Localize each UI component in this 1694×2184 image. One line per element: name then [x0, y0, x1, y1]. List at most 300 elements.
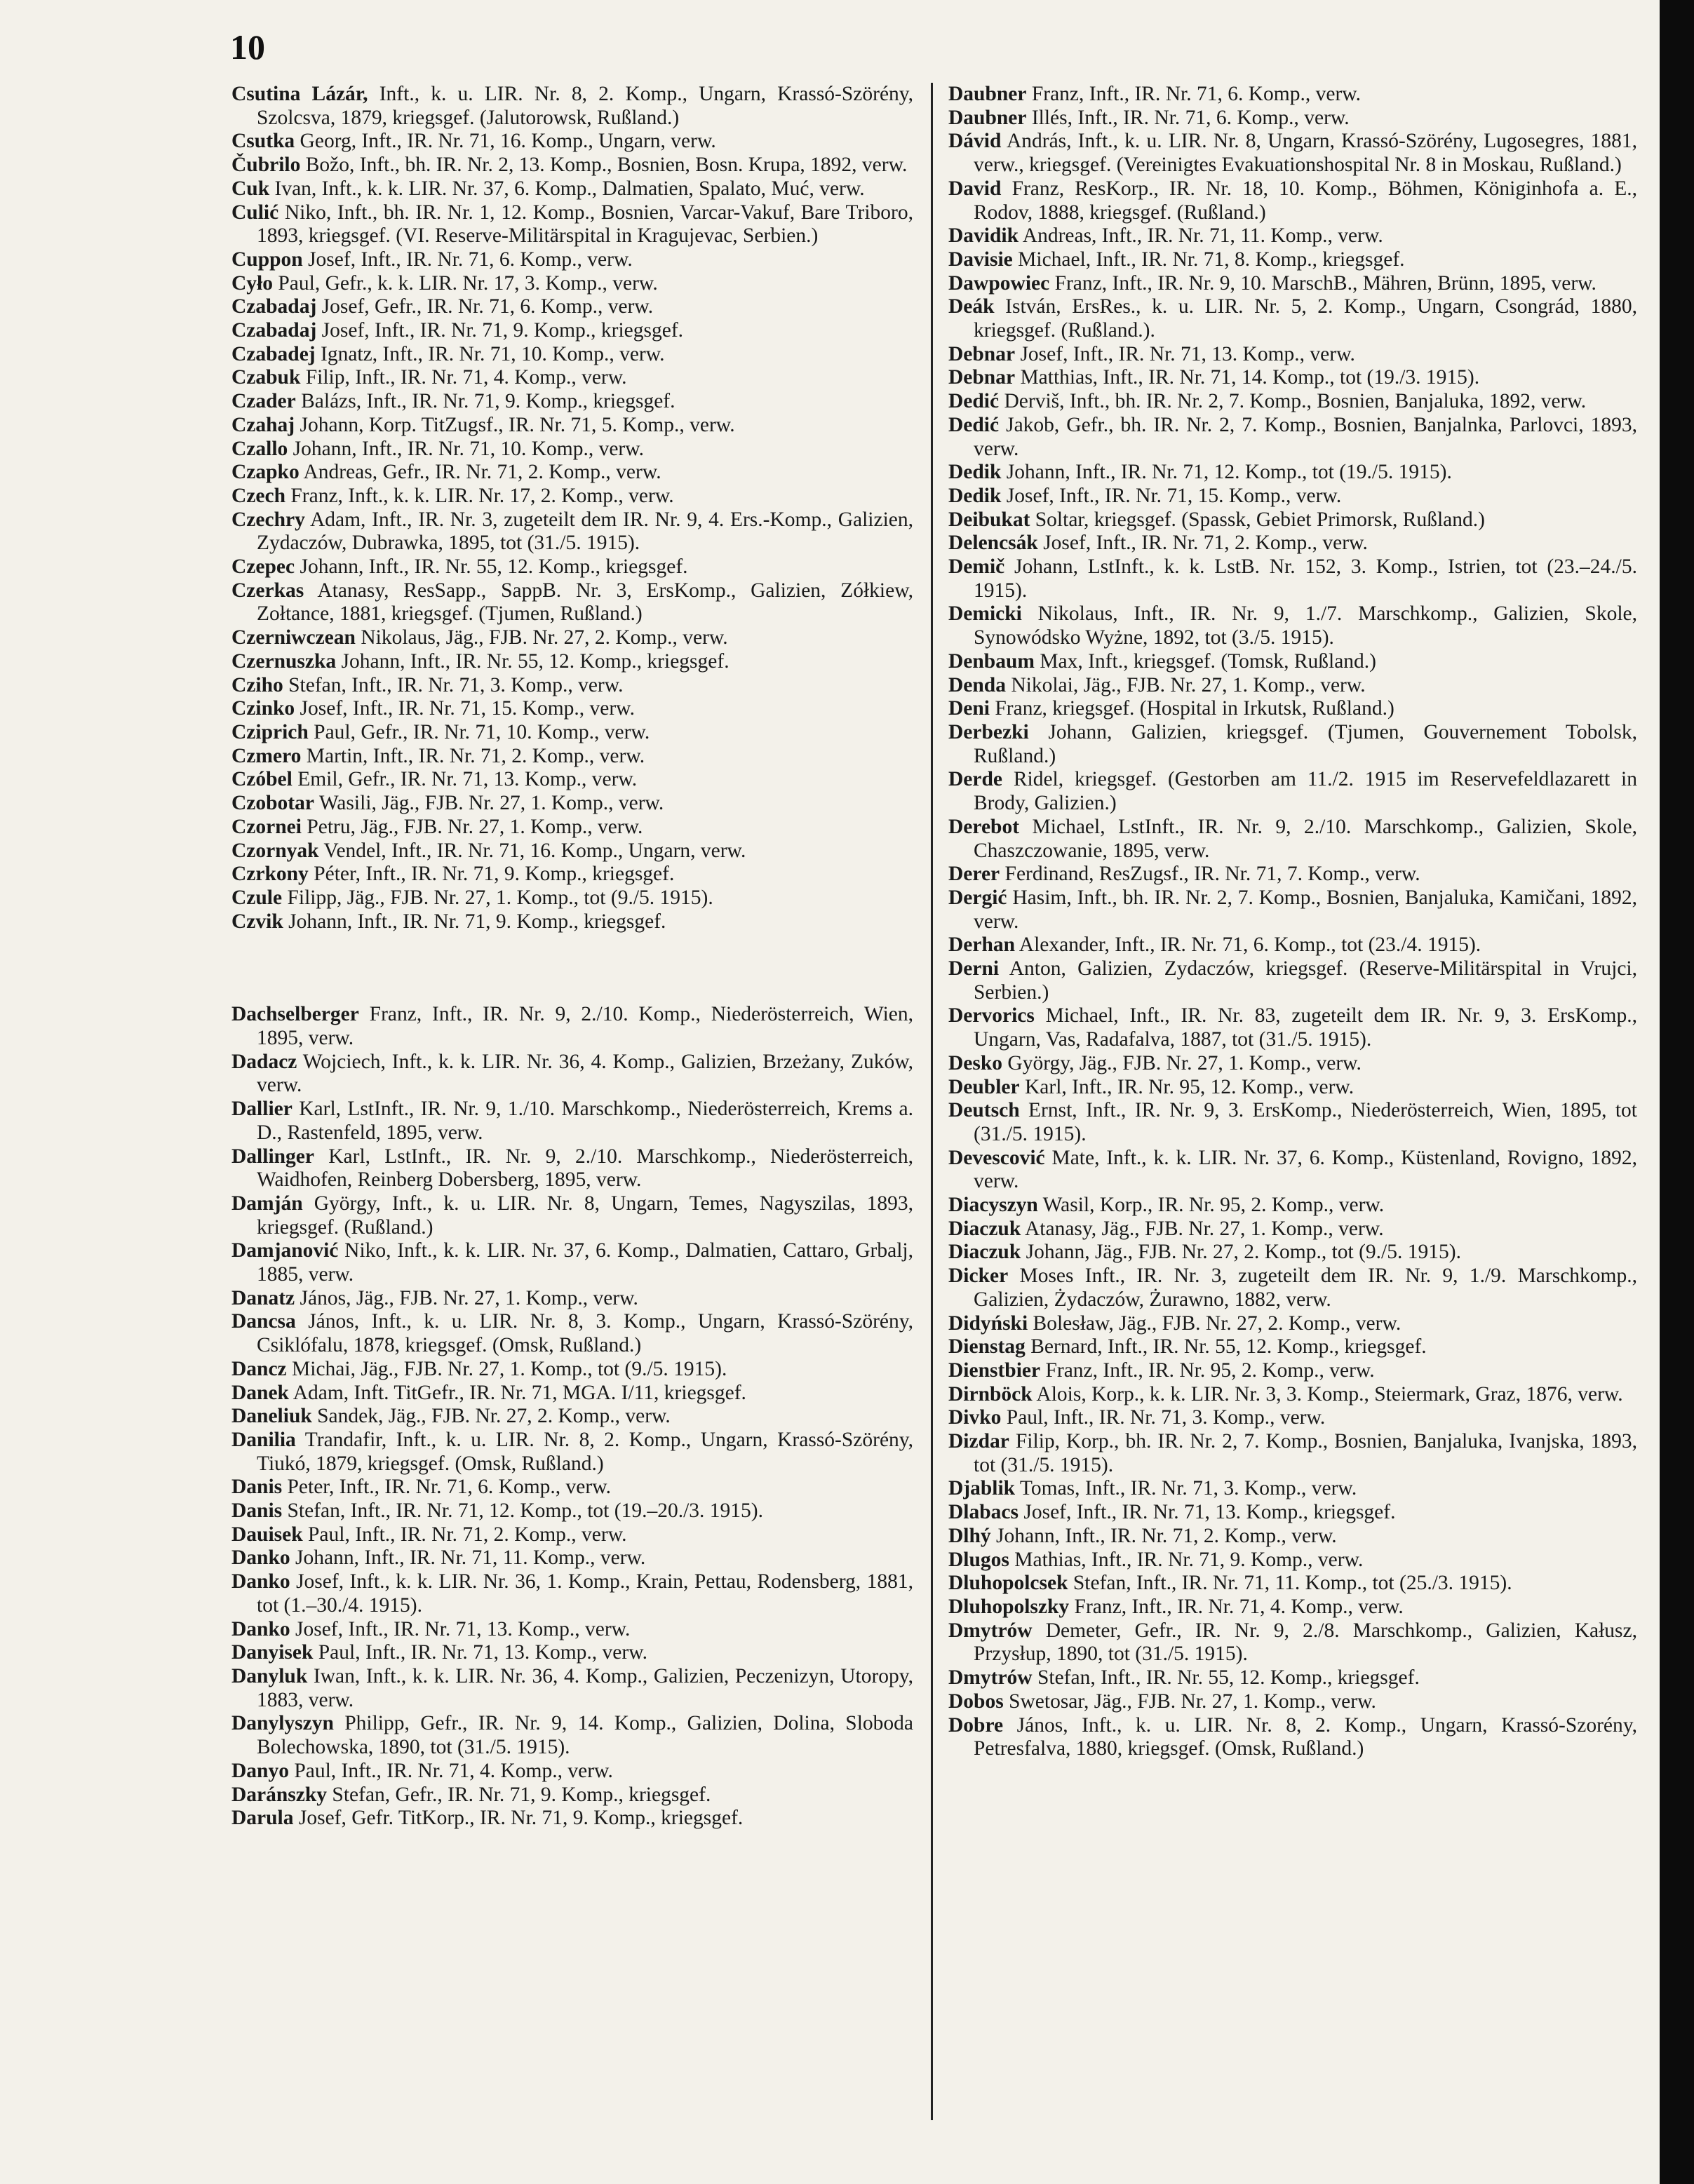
entry-surname: Dergić	[948, 886, 1007, 909]
entry-surname: Deák	[948, 295, 995, 318]
entry-surname: Czvik	[231, 910, 283, 933]
entry-details: Hasim, Inft., bh. IR. Nr. 2, 7. Komp., Bosnien, Banjaluka, Kamičani, 1892, verw.	[974, 886, 1637, 933]
entry-details: János, Jäg., FJB. Nr. 27, 1. Komp., verw.	[295, 1286, 638, 1309]
entry-surname: Diaczuk	[948, 1241, 1021, 1264]
entry-surname: Didyński	[948, 1312, 1028, 1335]
list-item	[948, 1549, 1637, 1572]
entry-surname: Daneliuk	[231, 1405, 312, 1428]
entry-surname: Dedik	[948, 461, 1002, 484]
list-item	[231, 1098, 913, 1145]
list-item	[231, 1310, 913, 1357]
entry-details: Peter, Inft., IR. Nr. 71, 6. Komp., verw.	[282, 1476, 611, 1499]
entry-surname: Czabadaj	[231, 319, 317, 342]
entry-surname: Deni	[948, 697, 990, 720]
list-item	[231, 83, 913, 130]
list-item	[231, 319, 913, 343]
entry-surname: Derer	[948, 863, 1000, 886]
list-item	[231, 697, 913, 721]
list-item	[948, 721, 1637, 768]
entry-surname: Czobotar	[231, 792, 314, 815]
list-item	[948, 768, 1637, 815]
list-item	[948, 248, 1637, 272]
entry-details: Franz, Inft., IR. Nr. 95, 2. Komp., verw.	[1040, 1359, 1375, 1382]
list-item	[231, 1641, 913, 1665]
entry-details: Johann, Inft., IR. Nr. 71, 9. Komp., kriegsgef.	[283, 910, 666, 933]
entry-details: Paul, Gefr., IR. Nr. 71, 10. Komp., verw.	[308, 720, 650, 743]
entry-surname: Davidik	[948, 224, 1019, 248]
list-item	[231, 1287, 913, 1311]
list-item	[231, 792, 913, 816]
entry-details: Paul, Inft., IR. Nr. 71, 3. Komp., verw.	[1001, 1406, 1326, 1429]
list-item	[231, 1239, 913, 1286]
list-item	[948, 863, 1637, 887]
list-item	[948, 532, 1637, 555]
entry-details: Bolesław, Jäg., FJB. Nr. 27, 2. Komp., verw.	[1028, 1312, 1401, 1335]
list-item	[231, 1546, 913, 1570]
entry-details: György, Jäg., FJB. Nr. 27, 1. Komp., verw.	[1002, 1051, 1362, 1074]
right-column	[948, 83, 1637, 1761]
entry-surname: Czech	[231, 484, 285, 507]
entry-surname: Csutina Lázár,	[231, 83, 368, 105]
list-item	[948, 1265, 1637, 1312]
entry-surname: Derni	[948, 957, 1000, 980]
entry-surname: Czerkas	[231, 579, 304, 602]
entry-details: Matthias, Inft., IR. Nr. 71, 14. Komp., tot (19./3. 1915).	[1015, 366, 1480, 389]
list-item	[948, 295, 1637, 342]
entry-surname: Dluhopolszky	[948, 1596, 1070, 1618]
page-number: 10	[230, 27, 265, 67]
entry-surname: Delencsák	[948, 532, 1038, 555]
entry-surname: Derde	[948, 768, 1002, 791]
list-item	[231, 910, 913, 934]
entry-details: Paul, Gefr., k. k. LIR. Nr. 17, 3. Komp., verw.	[273, 271, 658, 295]
list-item	[231, 1145, 913, 1192]
entry-details: Johann, Inft., IR. Nr. 71, 12. Komp., tot (19./5. 1915).	[1001, 461, 1452, 484]
entry-surname: Dawpowiec	[948, 271, 1050, 295]
entry-surname: David	[948, 177, 1002, 200]
entry-details: Karl, LstInft., IR. Nr. 9, 2./10. Marschkomp., Niederösterreich, Waidhofen, Reinberg Dobersberg, 1895, verw.	[257, 1145, 913, 1192]
entry-details: Niko, Inft., bh. IR. Nr. 1, 12. Komp., Bosnien, Varcar-Vakuf, Bare Triboro, 1893, kriegsgef. (VI. Reserve-Militärspital in Kragujevac, Serbien.)	[257, 201, 913, 248]
entry-surname: Dmytrów	[948, 1666, 1033, 1690]
entry-details: Philipp, Gefr., IR. Nr. 9, 14. Komp., Galizien, Dolina, Sloboda Bolechowska, 1890, tot (31./5. 1915).	[257, 1712, 913, 1759]
list-item	[948, 1241, 1637, 1265]
entry-surname: Czapko	[231, 461, 300, 484]
list-item	[948, 414, 1637, 461]
entry-details: Johann, Inft., IR. Nr. 71, 11. Komp., verw.	[290, 1546, 646, 1570]
entry-surname: Czmero	[231, 744, 302, 767]
list-item	[948, 674, 1637, 698]
entry-surname: Dobre	[948, 1713, 1004, 1737]
list-item	[948, 1147, 1637, 1194]
entry-details: Johann, Korp. TitZugsf., IR. Nr. 71, 5. Komp., verw.	[295, 413, 735, 436]
entry-details: Atanasy, ResSapp., SappB. Nr. 3, ErsKomp., Galizien, Zółkiew, Zołtance, 1881, kriegsgef. (Tjumen, Rußland.)	[257, 579, 913, 626]
entry-surname: Dallier	[231, 1098, 293, 1121]
entry-surname: Daránszky	[231, 1783, 328, 1806]
entry-surname: Derbezki	[948, 720, 1029, 743]
list-item	[948, 1359, 1637, 1383]
entry-details: Alexander, Inft., IR. Nr. 71, 6. Komp., tot (23./4. 1915).	[1015, 933, 1481, 957]
entry-details: Wasil, Korp., IR. Nr. 95, 2. Komp., verw.	[1037, 1194, 1385, 1217]
list-item	[231, 1382, 913, 1406]
list-item	[948, 1525, 1637, 1549]
entry-details: Inft., k. u. LIR. Nr. 8, 2. Komp., Ungarn, Krassó-Szörény, Szolcsva, 1879, kriegsgef. (Jalutorowsk, Rußland.)	[257, 83, 913, 129]
entry-details: Josef, Inft., k. k. LIR. Nr. 36, 1. Komp., Krain, Pettau, Rodensberg, 1881, tot (1.–30./4. 1915).	[257, 1570, 913, 1617]
entry-surname: Danyluk	[231, 1665, 308, 1687]
list-item	[231, 1760, 913, 1784]
list-item	[231, 555, 913, 579]
entry-details: Johann, Inft., IR. Nr. 71, 10. Komp., verw.	[288, 437, 645, 460]
entry-details: Josef, Inft., IR. Nr. 71, 15. Komp., verw.	[1001, 484, 1342, 507]
entry-surname: Czabadej	[231, 342, 316, 365]
entry-surname: Darula	[231, 1807, 294, 1830]
entry-details: Petru, Jäg., FJB. Nr. 27, 1. Komp., verw.	[301, 815, 643, 838]
list-item	[231, 1476, 913, 1499]
list-item	[231, 745, 913, 769]
list-item	[948, 1690, 1637, 1714]
entry-details: Josef, Inft., IR. Nr. 71, 13. Komp., verw.	[290, 1617, 631, 1640]
entry-details: Johann, Inft., IR. Nr. 71, 2. Komp., verw.	[990, 1524, 1337, 1547]
entry-details: Iwan, Inft., k. k. LIR. Nr. 36, 4. Komp., Galizien, Peczenizyn, Utoropy, 1883, verw.	[257, 1665, 913, 1711]
entry-details: Atanasy, Jäg., FJB. Nr. 27, 1. Komp., verw.	[1021, 1217, 1384, 1240]
entry-details: Johann, Inft., IR. Nr. 55, 12. Komp., kriegsgef.	[336, 649, 730, 673]
list-item	[948, 366, 1637, 390]
entry-details: Stefan, Inft., IR. Nr. 71, 12. Komp., tot (19.–20./3. 1915).	[282, 1499, 763, 1523]
entry-surname: Debnar	[948, 366, 1016, 389]
entry-surname: Damján	[231, 1192, 303, 1215]
entry-details: Josef, Inft., IR. Nr. 71, 9. Komp., kriegsgef.	[316, 319, 684, 342]
list-item	[231, 508, 913, 555]
entry-surname: Deubler	[948, 1075, 1020, 1098]
list-item	[231, 295, 913, 319]
list-item	[948, 697, 1637, 721]
entry-surname: Dlhý	[948, 1524, 991, 1547]
list-item	[231, 438, 913, 461]
list-item	[231, 1570, 913, 1617]
entry-surname: Czabadaj	[231, 295, 317, 318]
entry-surname: Daubner	[948, 83, 1027, 105]
list-item	[948, 1335, 1637, 1359]
list-item	[948, 1666, 1637, 1690]
entry-surname: Dervorics	[948, 1004, 1035, 1027]
entry-surname: Dienstbier	[948, 1359, 1041, 1382]
entry-surname: Dancsa	[231, 1310, 296, 1333]
list-item	[231, 201, 913, 248]
entry-details: Niko, Inft., k. k. LIR. Nr. 37, 6. Komp., Dalmatien, Cattaro, Grbalj, 1885, verw.	[257, 1239, 913, 1286]
entry-details: Ivan, Inft., k. k. LIR. Nr. 37, 6. Komp., Dalmatien, Spalato, Muć, verw.	[269, 177, 865, 200]
entry-surname: Dedić	[948, 413, 1000, 436]
entry-surname: Damjanović	[231, 1239, 339, 1262]
entry-details: Franz, Inft., IR. Nr. 71, 6. Komp., verw.	[1026, 83, 1362, 105]
entry-surname: Demicki	[948, 602, 1022, 626]
list-item	[231, 1429, 913, 1476]
list-item	[231, 1192, 913, 1239]
entry-details: Josef, Inft., IR. Nr. 71, 2. Komp., verw.	[1037, 532, 1368, 555]
entry-surname: Cuppon	[231, 248, 303, 271]
entry-details: Bernard, Inft., IR. Nr. 55, 12. Komp., kriegsgef.	[1025, 1335, 1427, 1359]
list-item	[948, 1501, 1637, 1525]
entry-details: Vendel, Inft., IR. Nr. 71, 16. Komp., Ungarn, verw.	[318, 839, 746, 862]
entry-details: Trandafir, Inft., k. u. LIR. Nr. 8, 2. Komp., Ungarn, Krassó-Szörény, Tiukó, 1879, kriegsgef. (Omsk, Rußland.)	[257, 1428, 913, 1475]
list-item	[231, 1405, 913, 1429]
entry-surname: Danis	[231, 1499, 283, 1523]
list-item	[948, 1619, 1637, 1666]
entry-surname: Deutsch	[948, 1099, 1020, 1122]
entry-surname: Czahaj	[231, 413, 295, 436]
entry-surname: Devescović	[948, 1146, 1045, 1169]
list-item	[948, 1076, 1637, 1100]
entry-surname: Dedik	[948, 484, 1002, 507]
list-item	[948, 1572, 1637, 1596]
list-item	[231, 485, 913, 508]
entry-surname: Dancz	[231, 1357, 287, 1380]
entry-details: Božo, Inft., bh. IR. Nr. 2, 13. Komp., Bosnien, Bosn. Krupa, 1892, verw.	[300, 154, 908, 177]
entry-surname: Czule	[231, 886, 283, 909]
entry-details: Moses Inft., IR. Nr. 3, zugeteilt dem IR. Nr. 9, 1./9. Marschkomp., Galizien, Żydaczów, Żurawno, 1882, verw.	[974, 1265, 1637, 1311]
entry-details: Stefan, Inft., IR. Nr. 55, 12. Komp., kriegsgef.	[1032, 1666, 1420, 1690]
entry-surname: Czóbel	[231, 768, 293, 791]
entry-details: Mate, Inft., k. k. LIR. Nr. 37, 6. Komp., Küstenland, Rovigno, 1892, verw.	[974, 1146, 1637, 1193]
entry-surname: Dallinger	[231, 1145, 314, 1168]
list-item	[231, 1499, 913, 1523]
entry-surname: Danilia	[231, 1428, 296, 1451]
entry-surname: Daubner	[948, 106, 1027, 129]
entry-surname: Deibukat	[948, 508, 1030, 531]
entry-details: Franz, kriegsgef. (Hospital in Irkutsk, Rußland.)	[990, 697, 1394, 720]
list-item	[231, 887, 913, 910]
entry-details: János, Inft., k. u. LIR. Nr. 8, 2. Komp., Ungarn, Krassó-Szorény, Petresfalva, 1880, kriegsgef. (Omsk, Rußland.)	[974, 1713, 1637, 1760]
list-item	[231, 721, 913, 745]
entry-details: Stefan, Gefr., IR. Nr. 71, 9. Komp., kriegsgef.	[327, 1783, 711, 1806]
list-item	[231, 1784, 913, 1807]
entry-details: Josef, Gefr., IR. Nr. 71, 6. Komp., verw.	[316, 295, 654, 318]
entry-details: Alois, Korp., k. k. LIR. Nr. 3, 3. Komp., Steiermark, Graz, 1876, verw.	[1032, 1382, 1623, 1406]
list-item	[948, 602, 1637, 649]
list-item	[231, 366, 913, 390]
list-item	[948, 130, 1637, 177]
entry-details: Filipp, Jäg., FJB. Nr. 27, 1. Komp., tot (9./5. 1915).	[282, 886, 713, 909]
list-item	[948, 1406, 1637, 1430]
list-item	[231, 248, 913, 272]
entry-surname: Dedić	[948, 390, 1000, 413]
list-item	[231, 816, 913, 840]
list-item	[948, 650, 1637, 674]
entry-details: Emil, Gefr., IR. Nr. 71, 13. Komp., verw.	[292, 768, 638, 791]
list-item	[948, 343, 1637, 367]
entry-surname: Danko	[231, 1617, 290, 1640]
entry-details: Nikolaus, Jäg., FJB. Nr. 27, 2. Komp., verw.	[355, 626, 728, 649]
entry-details: Johann, LstInft., k. k. LstB. Nr. 152, 3. Komp., Istrien, tot (23.–24./5. 1915).	[974, 555, 1637, 602]
entry-surname: Desko	[948, 1051, 1003, 1074]
entry-details: Ferdinand, ResZugsf., IR. Nr. 71, 7. Komp., verw.	[1000, 863, 1420, 886]
entry-surname: Dirnböck	[948, 1382, 1033, 1406]
list-item	[948, 508, 1637, 532]
entry-details: Johann, Galizien, kriegsgef. (Tjumen, Gouvernement Tobolsk, Rußland.)	[974, 720, 1637, 767]
list-item	[231, 863, 913, 887]
entry-details: Franz, Inft., k. k. LIR. Nr. 17, 2. Komp., verw.	[285, 484, 674, 507]
entry-surname: Davisie	[948, 248, 1013, 271]
list-item	[231, 840, 913, 863]
list-item	[231, 272, 913, 296]
entry-details: Derviš, Inft., bh. IR. Nr. 2, 7. Komp., Bosnien, Banjaluka, 1892, verw.	[999, 390, 1587, 413]
list-item	[948, 390, 1637, 414]
entry-surname: Czrkony	[231, 863, 309, 886]
entry-surname: Czallo	[231, 437, 288, 460]
list-item	[231, 1807, 913, 1831]
list-item	[231, 1665, 913, 1712]
list-item	[948, 1477, 1637, 1501]
column-divider	[931, 83, 933, 2120]
entry-surname: Dachselberger	[231, 1003, 359, 1026]
entry-surname: Cyło	[231, 271, 273, 295]
entry-details: Swetosar, Jäg., FJB. Nr. 27, 1. Komp., verw.	[1003, 1690, 1376, 1713]
entry-details: Stefan, Inft., IR. Nr. 71, 3. Komp., verw.	[283, 673, 624, 696]
entry-details: Wasili, Jäg., FJB. Nr. 27, 1. Komp., verw.	[314, 792, 664, 815]
entry-surname: Dienstag	[948, 1335, 1026, 1359]
list-item	[231, 579, 913, 626]
entry-surname: Dávid	[948, 130, 1002, 153]
entry-surname: Dadacz	[231, 1050, 297, 1073]
entry-details: Nikolaus, Inft., IR. Nr. 9, 1./7. Marschkomp., Galizien, Skole, Synowódsko Wyżne, 1892, tot (3./5. 1915).	[974, 602, 1637, 649]
entry-details: Demeter, Gefr., IR. Nr. 9, 2./8. Marschkomp., Galizien, Kałusz, Przysłup, 1890, tot (31./5. 1915).	[974, 1619, 1637, 1666]
list-item	[948, 887, 1637, 933]
list-item	[231, 154, 913, 177]
entry-surname: Czabuk	[231, 366, 301, 389]
list-item	[948, 1430, 1637, 1477]
entry-details: Karl, LstInft., IR. Nr. 9, 1./10. Marschkomp., Niederösterreich, Krems a. D., Rastenfeld, 1895, verw.	[257, 1098, 913, 1144]
entry-details: Josef, Inft., IR. Nr. 71, 13. Komp., kriegsgef.	[1018, 1501, 1396, 1524]
entry-details: Adam, Inft., IR. Nr. 3, zugeteilt dem IR. Nr. 9, 4. Ers.-Komp., Galizien, Zydaczów, Dubrawka, 1895, tot (31./5. 1915).	[257, 508, 913, 555]
entry-surname: Dlabacs	[948, 1501, 1019, 1524]
entry-details: Martin, Inft., IR. Nr. 71, 2. Komp., verw.	[301, 744, 645, 767]
entry-surname: Derhan	[948, 933, 1016, 957]
list-item	[948, 83, 1637, 107]
entry-details: Jakob, Gefr., bh. IR. Nr. 2, 7. Komp., Bosnien, Banjalnka, Parlovci, 1893, verw.	[974, 413, 1637, 460]
entry-details: Georg, Inft., IR. Nr. 71, 16. Komp., Ungarn, verw.	[295, 130, 716, 153]
list-item	[948, 461, 1637, 485]
entry-surname: Czernuszka	[231, 649, 337, 673]
list-item	[948, 177, 1637, 224]
entry-surname: Czechry	[231, 508, 305, 531]
entry-surname: Diacyszyn	[948, 1194, 1038, 1217]
entry-details: Johann, Jäg., FJB. Nr. 27, 2. Komp., tot (9./5. 1915).	[1021, 1241, 1461, 1264]
entry-surname: Djablik	[948, 1477, 1016, 1500]
list-item	[948, 1099, 1637, 1146]
entry-details: Michai, Jäg., FJB. Nr. 27, 1. Komp., tot (9./5. 1915).	[286, 1357, 727, 1380]
entry-surname: Danatz	[231, 1286, 295, 1309]
list-item	[948, 555, 1637, 602]
entry-surname: Dicker	[948, 1265, 1009, 1288]
entry-details: Nikolai, Jäg., FJB. Nr. 27, 1. Komp., verw.	[1005, 673, 1366, 696]
list-item	[231, 1051, 913, 1098]
entry-surname: Czinko	[231, 697, 295, 720]
entry-surname: Danyo	[231, 1759, 289, 1782]
entry-details: Johann, Inft., IR. Nr. 55, 12. Komp., kriegsgef.	[295, 555, 688, 579]
list-item	[231, 390, 913, 414]
entry-details: Balázs, Inft., IR. Nr. 71, 9. Komp., kriegsgef.	[295, 390, 675, 413]
entry-details: Michael, Inft., IR. Nr. 83, zugeteilt dem IR. Nr. 9, 3. ErsKomp., Ungarn, Vas, Radafalva, 1887, tot (31./5. 1915).	[974, 1004, 1637, 1051]
list-item	[231, 1358, 913, 1382]
entry-details: Franz, Inft., IR. Nr. 9, 10. MarschB., Mähren, Brünn, 1895, verw.	[1049, 271, 1596, 295]
entry-details: Max, Inft., kriegsgef. (Tomsk, Rußland.)	[1034, 649, 1377, 673]
entry-surname: Danylyszyn	[231, 1712, 334, 1735]
list-item	[231, 130, 913, 154]
list-item	[948, 1596, 1637, 1619]
entry-surname: Danek	[231, 1381, 289, 1404]
list-item	[231, 1523, 913, 1547]
entry-details: Ernst, Inft., IR. Nr. 9, 3. ErsKomp., Niederösterreich, Wien, 1895, tot (31./5. 1915).	[974, 1099, 1637, 1145]
list-item	[231, 461, 913, 485]
entry-surname: Cuk	[231, 177, 270, 200]
entry-details: Josef, Gefr. TitKorp., IR. Nr. 71, 9. Komp., kriegsgef.	[293, 1807, 744, 1830]
entry-details: Péter, Inft., IR. Nr. 71, 9. Komp., kriegsgef.	[308, 863, 675, 886]
entry-details: Anton, Galizien, Zydaczów, kriegsgef. (Reserve-Militärspital in Vrujci, Serbien.)	[974, 957, 1637, 1004]
entry-details: Mathias, Inft., IR. Nr. 71, 9. Komp., verw.	[1009, 1548, 1364, 1571]
list-item	[948, 1383, 1637, 1407]
entry-details: Stefan, Inft., IR. Nr. 71, 11. Komp., tot (25./3. 1915).	[1068, 1572, 1512, 1595]
entry-details: Illés, Inft., IR. Nr. 71, 6. Komp., verw.	[1026, 106, 1350, 129]
list-item	[948, 1194, 1637, 1218]
entry-details: Michael, LstInft., IR. Nr. 9, 2./10. Marschkomp., Galizien, Skole, Chaszczowanie, 1895, verw.	[974, 815, 1637, 862]
list-item	[948, 933, 1637, 957]
entry-surname: Czepec	[231, 555, 295, 579]
entry-surname: Danko	[231, 1546, 290, 1570]
entry-surname: Csutka	[231, 130, 295, 153]
entry-surname: Derebot	[948, 815, 1020, 838]
entry-details: Adam, Inft. TitGefr., IR. Nr. 71, MGA. I/11, kriegsgef.	[288, 1381, 746, 1404]
entry-details: Paul, Inft., IR. Nr. 71, 13. Komp., verw.	[313, 1641, 647, 1664]
entry-details: Soltar, kriegsgef. (Spassk, Gebiet Primorsk, Rußland.)	[1030, 508, 1485, 531]
entry-details: Josef, Inft., IR. Nr. 71, 6. Komp., verw.	[302, 248, 633, 271]
entry-details: Ridel, kriegsgef. (Gestorben am 11./2. 1915 im Reservefeldlazarett in Brody, Galizien.)	[974, 768, 1637, 815]
entry-details: Wojciech, Inft., k. k. LIR. Nr. 36, 4. Komp., Galizien, Brzeżany, Zuków, verw.	[257, 1050, 913, 1097]
list-item	[231, 1712, 913, 1759]
entry-surname: Dmytrów	[948, 1619, 1033, 1642]
entry-details: Andreas, Gefr., IR. Nr. 71, 2. Komp., verw.	[299, 461, 661, 484]
entry-surname: Dobos	[948, 1690, 1004, 1713]
list-item	[948, 1714, 1637, 1761]
entry-details: János, Inft., k. u. LIR. Nr. 8, 3. Komp., Ungarn, Krassó-Szörény, Csiklófalu, 1878, kriegsgef. (Omsk, Rußland.)	[257, 1310, 913, 1357]
entry-details: Josef, Inft., IR. Nr. 71, 13. Komp., verw.	[1015, 342, 1355, 365]
entry-details: Ignatz, Inft., IR. Nr. 71, 10. Komp., verw.	[315, 342, 665, 365]
entry-details: Franz, Inft., IR. Nr. 9, 2./10. Komp., Niederösterreich, Wien, 1895, verw.	[257, 1003, 913, 1050]
entry-details: Andreas, Inft., IR. Nr. 71, 11. Komp., verw.	[1019, 224, 1383, 248]
entry-surname: Czornei	[231, 815, 302, 838]
entry-surname: Dlugos	[948, 1548, 1009, 1571]
entry-surname: Cziprich	[231, 720, 309, 743]
entry-details: Paul, Inft., IR. Nr. 71, 2. Komp., verw.	[302, 1523, 627, 1546]
list-item	[231, 674, 913, 698]
list-item	[948, 957, 1637, 1004]
entry-details: Josef, Inft., IR. Nr. 71, 15. Komp., verw.	[295, 697, 635, 720]
list-item	[948, 272, 1637, 296]
list-item	[231, 343, 913, 367]
list-item	[231, 414, 913, 438]
list-item	[948, 1218, 1637, 1241]
list-item	[948, 107, 1637, 130]
entry-surname: Čubrilo	[231, 154, 301, 177]
entry-details: Filip, Korp., bh. IR. Nr. 2, 7. Komp., Bosnien, Banjaluka, Ivanjska, 1893, tot (31./5. 1915).	[974, 1430, 1637, 1476]
list-item	[948, 816, 1637, 863]
entry-details: András, Inft., k. u. LIR. Nr. 8, Ungarn, Krassó-Szörény, Lugosegres, 1881, verw., kriegsgef. (Vereinigtes Evakuationshospital Nr. 8 in Moskau, Rußland.)	[974, 130, 1637, 177]
entry-details: Tomas, Inft., IR. Nr. 71, 3. Komp., verw.	[1015, 1477, 1357, 1500]
entry-details: Karl, Inft., IR. Nr. 95, 12. Komp., verw.	[1019, 1075, 1354, 1098]
entry-surname: Cziho	[231, 673, 283, 696]
entry-surname: Danis	[231, 1476, 283, 1499]
entry-surname: Denbaum	[948, 649, 1035, 673]
left-column	[231, 83, 913, 1831]
list-item	[948, 1312, 1637, 1336]
list-item	[231, 768, 913, 792]
